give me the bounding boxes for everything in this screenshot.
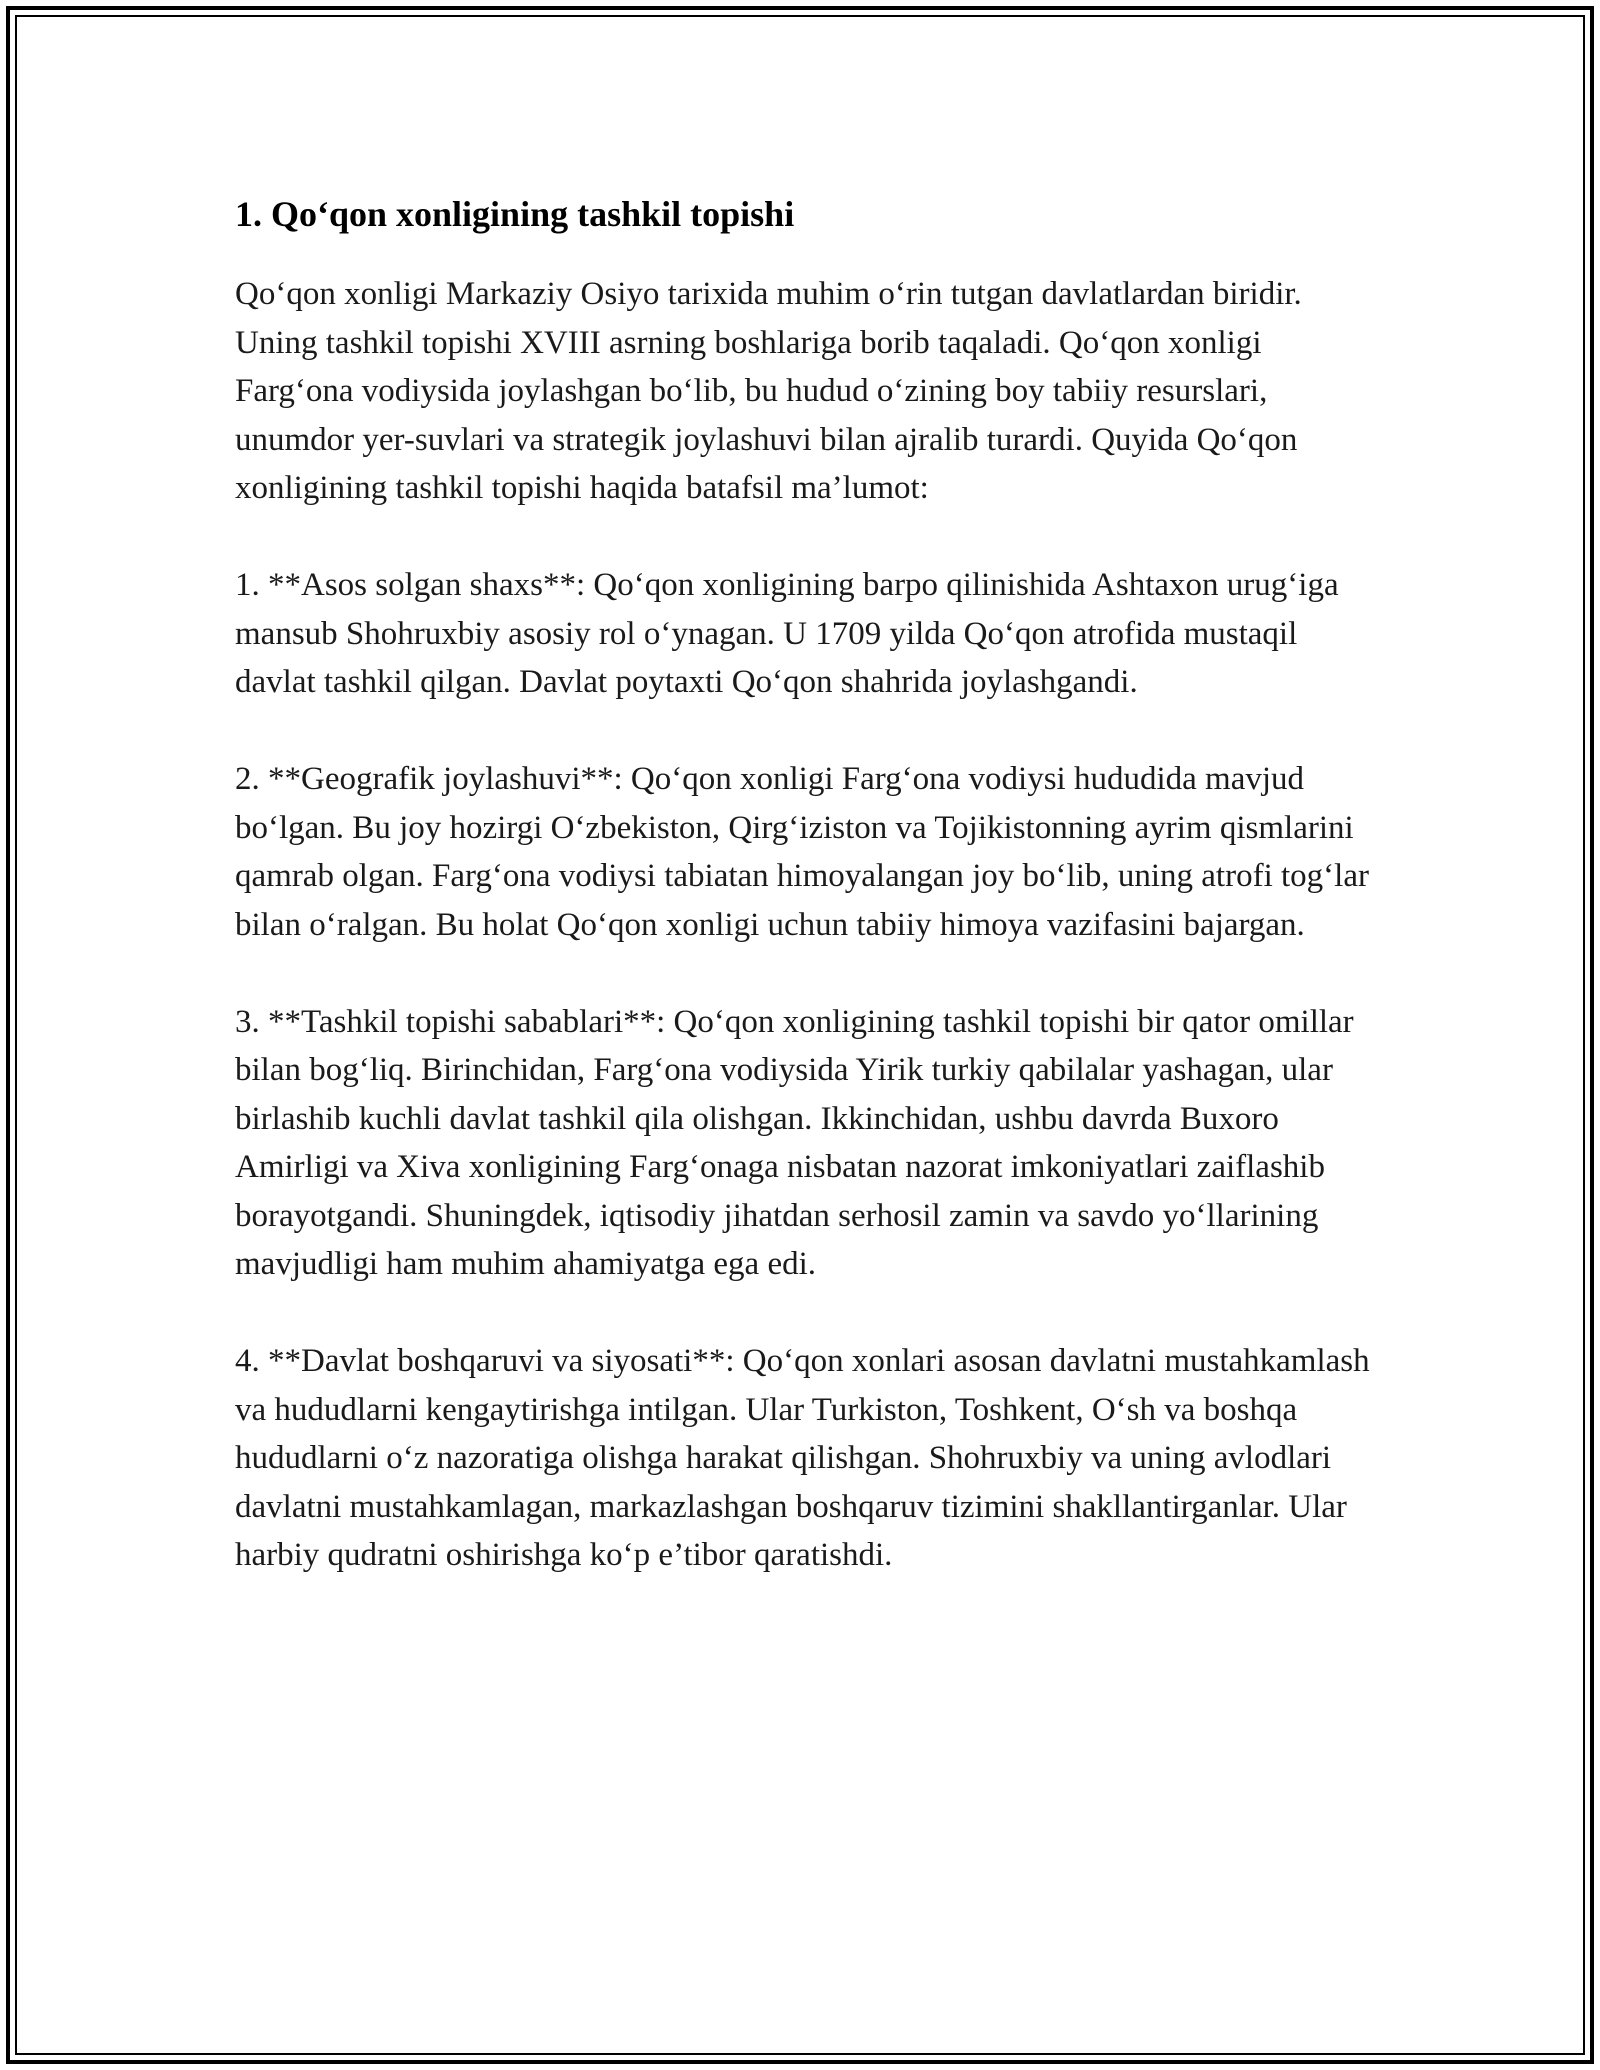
intro-paragraph: Qo‘qon xonligi Markaziy Osiyo tarixida muhim o‘rin tutgan davlatlardan biridir. Uning tashkil topishi XVIII asrning boshlariga borib taqaladi. Qo‘qon xonligi Farg‘ona vodiysida joylashgan bo‘lib, bu hudud o‘zining boy tabiiy resurslari, unumdor yer-suvlari va strategik joylashuvi bilan ajralib turardi. Quyida Qo‘qon xonligining tashkil topishi haqida batafsil ma’lumot:: [235, 276, 1302, 506]
document-body: [235, 186, 1385, 1628]
list-item-founder: 1. **Asos solgan shaxs**: Qo‘qon xonligining barpo qilinishida Ashtaxon urug‘iga mansub Shohruxbiy asosiy rol o‘ynagan. U 1709 yilda Qo‘qon atrofida mustaqil davlat tashkil qilgan. Davlat poytaxti Qo‘qon shahrida joylashgandi.: [235, 567, 1339, 700]
list-item-governance: 4. **Davlat boshqaruvi va siyosati**: Qo‘qon xonlari asosan davlatni mustahkamlash va hududlarni kengaytirishga intilgan. Ular Turkiston, Toshkent, O‘sh va boshqa hududlarni o‘z nazoratiga olishga harakat qilishgan. Shohruxbiy va uning avlodlari davlatni mustahkamlagan, markazlashgan boshqaruv tizimini shakllantirganlar. Ular harbiy qudratni oshirishga ko‘p e’tibor qaratishdi.: [235, 1343, 1370, 1573]
list-item-reasons: 3. **Tashkil topishi sabablari**: Qo‘qon xonligining tashkil topishi bir qator omillar bilan bog‘liq. Birinchidan, Farg‘ona vodiysida Yirik turkiy qabilalar yashagan, ular birlashib kuchli davlat tashkil qila olishgan. Ikkinchidan, ushbu davrda Buxoro Amirligi va Xiva xonligining Farg‘onaga nisbatan nazorat imkoniyatlari zaiflashib borayotgandi. Shuningdek, iqtisodiy jihatdan serhosil zamin va savdo yo‘llarining mavjudligi ham muhim ahamiyatga ega edi.: [235, 1003, 1354, 1282]
list-item-geography: 2. **Geografik joylashuvi**: Qo‘qon xonligi Farg‘ona vodiysi hududida mavjud bo‘lgan. Bu joy hozirgi O‘zbekiston, Qirg‘iziston va Tojikistonning ayrim qismlarini qamrab olgan. Farg‘ona vodiysi tabiatan himoyalangan joy bo‘lib, uning atrofi tog‘lar bilan o‘ralgan. Bu holat Qo‘qon xonligi uchun tabiiy himoya vazifasini bajargan.: [235, 761, 1369, 943]
section-heading: 1. Qo‘qon xonligining tashkil topishi: [235, 194, 795, 234]
